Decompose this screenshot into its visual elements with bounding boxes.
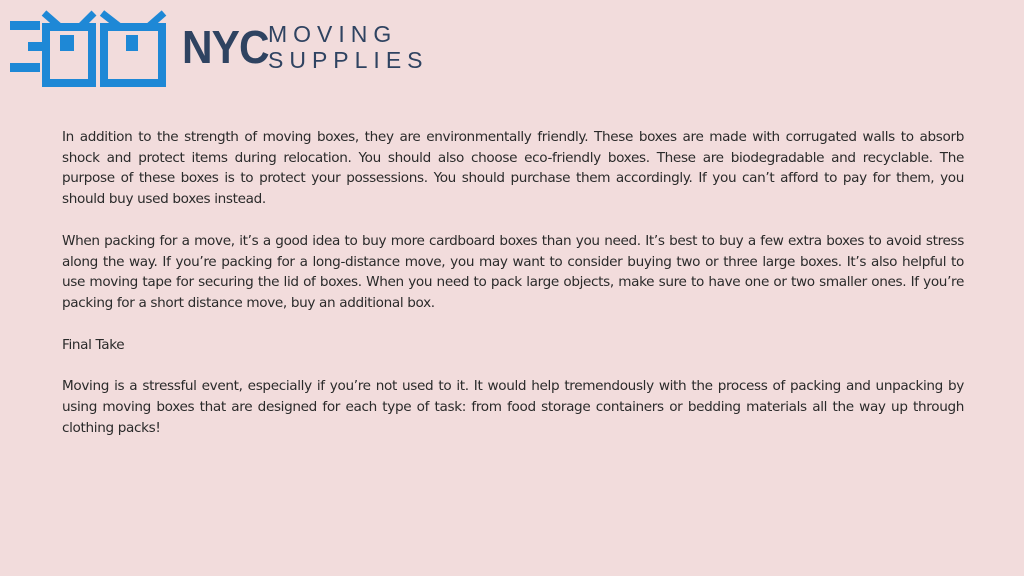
section-heading-final-take: Final Take (62, 336, 125, 353)
brand-name: NYC (182, 21, 269, 73)
brand-tagline-line1: MOVING (268, 21, 398, 47)
paragraph-eco-friendly: In addition to the strength of moving boxes, they are environmentally friendly. These boxes are made with corrugated walls to absorb shock and protect items during relocation. You should also choose eco-friendly boxes. These are biodegradable and recyclable. The purpose of these boxes is to protect your possessions. You should purchase them accordingly. If you can’t afford to pay for them, you should buy used boxes instead. (62, 129, 964, 208)
article-body (62, 127, 964, 459)
paragraph-packing-tips: When packing for a move, it’s a good idea to buy more cardboard boxes than you need. It’s best to buy a few extra boxes to avoid stress along the way. If you’re packing for a long-distance move, you may want to consider buying two or three large boxes. It’s also helpful to use moving tape for securing the lid of boxes. When you need to pack large objects, make sure to have one or two smaller ones. If you’re packing for a short distance move, buy an additional box. (62, 232, 964, 311)
moving-box-icon (8, 5, 180, 89)
paragraph-conclusion: Moving is a stressful event, especially if you’re not used to it. It would help tremendously with the process of packing and unpacking by using moving boxes that are designed for each type of task: from food storage containers or bedding materials all the way up through clothing packs! (62, 378, 964, 436)
brand-logo (8, 4, 429, 90)
brand-wordmark (182, 21, 429, 73)
brand-tagline (268, 21, 429, 73)
brand-tagline-line2: SUPPLIES (268, 47, 429, 73)
